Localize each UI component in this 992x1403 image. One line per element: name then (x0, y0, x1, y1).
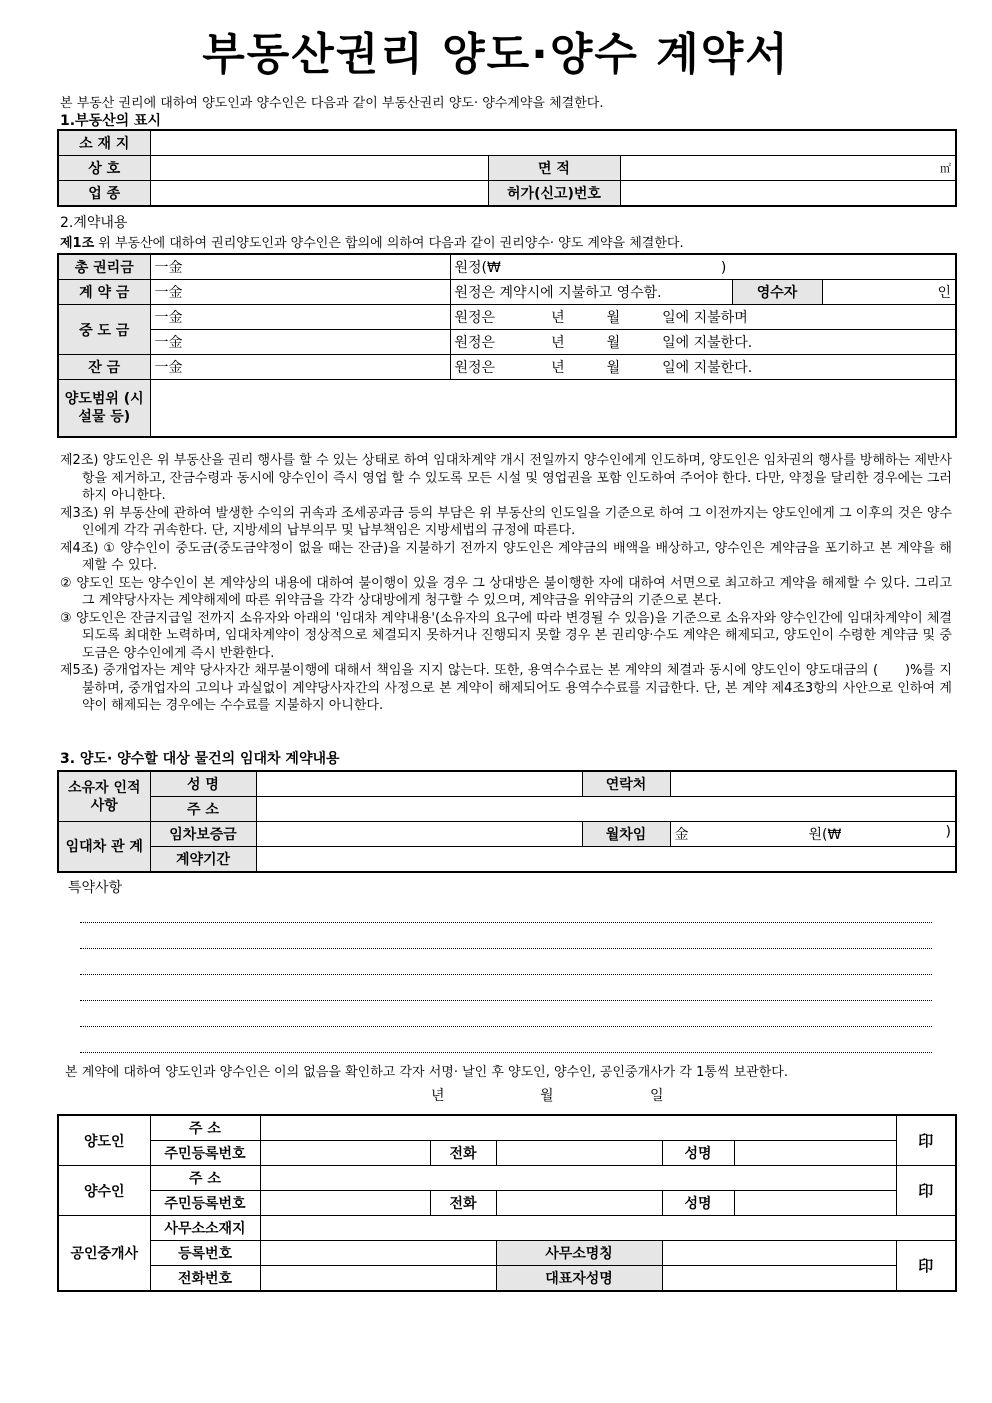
parties-table (57, 1114, 957, 1292)
transferee-regno-label: 주민등록번호 (150, 1191, 260, 1216)
owner-name-label: 성 명 (150, 771, 256, 797)
scope-label: 양도범위 (시설물 등) (58, 380, 150, 438)
article1-text: 위 부동산에 대하여 권리양도인과 양수인은 합의에 의하여 다음과 같이 권리양수· 양도 계약을 체결한다. (94, 236, 684, 251)
article4-1: 제4조) ① 양수인이 중도금(중도금약정이 없을 때는 잔금)을 지불하기 전까지 양도인은 계약금의 배액을 배상하고, 양수인은 계약금을 포기하고 본 계약을 해제할 수 있다. (60, 540, 952, 573)
phone-number-label: 전화번호 (150, 1266, 260, 1292)
transferor-phone-label: 전화 (430, 1141, 496, 1166)
broker-seal: 印 (896, 1241, 956, 1292)
middle2-text: 원정은 년 월 일에 지불한다. (450, 330, 956, 355)
transferor-phone-field[interactable] (496, 1141, 662, 1166)
transferee-phone-field[interactable] (496, 1191, 662, 1216)
special-terms-label: 특약사항 (68, 880, 123, 896)
middle1-text: 원정은 년 월 일에 지불하며 (450, 305, 956, 330)
owner-address-label: 주 소 (150, 797, 256, 822)
special-line-1[interactable] (80, 922, 932, 923)
permit-field[interactable] (620, 181, 956, 207)
monthly-value: 金 (674, 827, 689, 843)
total-close: ) (720, 260, 727, 276)
transferee-address-label: 주 소 (150, 1166, 260, 1191)
owner-contact-label: 연락처 (582, 771, 670, 797)
total-text-cell (450, 254, 956, 280)
deposit-text: 원정은 계약시에 지불하고 영수함. (450, 280, 732, 305)
transferor-seal: 印 (896, 1115, 956, 1166)
scope-field[interactable] (150, 380, 956, 438)
transferee-label: 양수인 (58, 1166, 150, 1216)
transferor-regno-label: 주민등록번호 (150, 1141, 260, 1166)
article1 (60, 232, 684, 251)
transferor-regno-field[interactable] (260, 1141, 430, 1166)
balance-text: 원정은 년 월 일에 지불한다. (450, 355, 956, 380)
lease-deposit-field[interactable] (256, 822, 582, 847)
article2: 제2조) 양도인은 위 부동산을 권리 행사를 할 수 있는 상태로 하여 임대차계약 개시 전일까지 양수인에게 인도하며, 양도인은 임차권의 행사를 방해하는 제반사항을 제거하고, 잔금수령과 동시에 양수인이 즉시 영업 할 수 있도록 모든 시설 및 영업권을 포함 인도하여 주어야 한다. 다만, 약정을 달리한 경우에는 그러하지 아니한다. (60, 453, 952, 503)
monthly-close: ) (945, 824, 951, 840)
area-unit: ㎡ (940, 162, 952, 175)
balance-label: 잔 금 (58, 355, 150, 380)
transferee-name-field[interactable] (734, 1191, 896, 1216)
transferor-name-label: 성명 (662, 1141, 734, 1166)
phone-number-field[interactable] (260, 1266, 496, 1292)
article5: 제5조) 중개업자는 계약 당사자간 채무불이행에 대해서 책임을 지지 않는다. 또한, 용역수수료는 본 계약의 체결과 동시에 양도인이 양도대금의 ( )%를 지불하며, 중개업자의 고의나 과실없이 계약당사자간의 사정으로 본 계약이 해제되어도 용역수수료를 지급한다. 단, 본 계약 제4조3항의 사안으로 인하여 계약이 해제되는 경우에는 수수료를 지불하지 아니한다. (60, 663, 952, 713)
page-title: 부동산권리 양도·양수 계약서 (202, 29, 790, 80)
total-text: 원정(₩ (454, 260, 501, 276)
balance-amount[interactable]: 一金 (150, 355, 450, 380)
lease-deposit-label: 임차보증금 (150, 822, 256, 847)
special-line-6[interactable] (80, 1052, 932, 1053)
owner-contact-field[interactable] (670, 771, 956, 797)
date-day: 일 (650, 1088, 664, 1104)
permit-label: 허가(신고)번호 (488, 181, 620, 207)
lease-label: 임대차 관 계 (58, 822, 150, 873)
payment-table (57, 253, 957, 438)
area-label: 면 적 (488, 156, 620, 181)
transferor-address-field[interactable] (260, 1115, 896, 1141)
transferor-name-field[interactable] (734, 1141, 896, 1166)
property-table (57, 129, 957, 207)
location-field[interactable] (150, 130, 956, 156)
transferee-regno-field[interactable] (260, 1191, 430, 1216)
business-field[interactable] (150, 181, 488, 207)
trade-name-label: 상 호 (58, 156, 150, 181)
broker-label: 공인중개사 (58, 1216, 150, 1292)
middle-label: 중 도 금 (58, 305, 150, 355)
transferor-address-label: 주 소 (150, 1115, 260, 1141)
transferee-address-field[interactable] (260, 1166, 896, 1191)
reg-number-label: 등록번호 (150, 1241, 260, 1266)
owner-name-field[interactable] (256, 771, 582, 797)
deposit-label: 계 약 금 (58, 280, 150, 305)
period-field[interactable] (256, 847, 956, 873)
location-label: 소 재 지 (58, 130, 150, 156)
reg-number-field[interactable] (260, 1241, 496, 1266)
date-month: 월 (540, 1088, 554, 1104)
article4-3: ③ 양도인은 잔금지급일 전까지 소유자와 아래의 '임대차 계약내용'(소유자의 요구에 따라 변경될 수 있음)을 기준으로 소유자와 양수인간에 임대차계약이 체결되도록 최대한 노력하며, 임대차계약이 정상적으로 체결되지 못하거나 진행되지 못할 경우 본 권리양·수도 계약은 해제되고, 양도인이 수령한 계약금 및 중도금은 양수인에게 즉시 반환한다. (60, 610, 952, 661)
middle1-amount[interactable]: 一金 (150, 305, 450, 330)
office-addr-field[interactable] (260, 1216, 956, 1241)
total-amount[interactable]: 一金 (150, 254, 450, 280)
office-name-field[interactable] (662, 1241, 896, 1266)
section3-heading: 3. 양도· 양수할 대상 물건의 임대차 계약내용 (60, 751, 340, 767)
trade-name-field[interactable] (150, 156, 488, 181)
intro-text: 본 부동산 권리에 대하여 양도인과 양수인은 다음과 같이 부동산권리 양도· 양수계약을 체결한다. (60, 96, 604, 111)
articles-block (60, 452, 952, 715)
transferee-seal: 印 (896, 1166, 956, 1216)
special-line-2[interactable] (80, 948, 932, 949)
closing-text: 본 계약에 대하여 양도인과 양수인은 이의 없음을 확인하고 각자 서명· 날인 후 양도인, 양수인, 공인중개사가 각 1통씩 보관한다. (65, 1065, 788, 1080)
section2-heading: 2.계약내용 (60, 215, 128, 231)
monthly-won: 원(₩ (808, 827, 842, 843)
owner-label: 소유자 인적사항 (58, 771, 150, 822)
special-line-3[interactable] (80, 974, 932, 975)
business-label: 업 종 (58, 181, 150, 207)
article1-number: 제1조 (60, 236, 95, 251)
office-name-label: 사무소명칭 (496, 1241, 662, 1266)
deposit-amount[interactable]: 一金 (150, 280, 450, 305)
period-label: 계약기간 (150, 847, 256, 873)
owner-address-field[interactable] (256, 797, 956, 822)
special-line-5[interactable] (80, 1026, 932, 1027)
rep-name-label: 대표자성명 (496, 1266, 662, 1292)
monthly-label: 월차임 (582, 822, 670, 847)
middle2-amount[interactable]: 一金 (150, 330, 450, 355)
office-addr-label: 사무소소재지 (150, 1216, 260, 1241)
date-year: 년 (431, 1088, 445, 1104)
article4-2: ② 양도인 또는 양수인이 본 계약상의 내용에 대하여 불이행이 있을 경우 그 상대방은 불이행한 자에 대하여 서면으로 최고하고 계약을 해제할 수 있다. 그리고 그 계약당사자는 계약해제에 따른 위약금을 각각 상대방에게 청구할 수 있으며, 계약금을 위약금의 기준으로 본다. (60, 575, 952, 608)
area-field[interactable] (620, 156, 956, 181)
receiver-label: 영수자 (732, 280, 822, 305)
section1-heading: 1.부동산의 표시 (60, 113, 162, 129)
article3: 제3조) 위 부동산에 관하여 발생한 수익의 귀속과 조세공과금 등의 부담은 위 부동산의 인도일을 기준으로 하여 그 이전까지는 양도인에게 그 이후의 것은 양수인에게 각각 귀속한다. 단, 지방세의 납부의무 및 납부책임은 지방세법의 규정에 따른다. (60, 505, 952, 538)
lease-table (57, 770, 957, 873)
monthly-field[interactable] (670, 822, 956, 847)
transferee-phone-label: 전화 (430, 1191, 496, 1216)
receiver-suffix: 인 (937, 285, 952, 301)
total-label: 총 권리금 (58, 254, 150, 280)
special-line-4[interactable] (80, 1000, 932, 1001)
transferee-name-label: 성명 (662, 1191, 734, 1216)
transferor-label: 양도인 (58, 1115, 150, 1166)
rep-name-field[interactable] (662, 1266, 896, 1292)
receiver-field[interactable] (822, 280, 956, 305)
